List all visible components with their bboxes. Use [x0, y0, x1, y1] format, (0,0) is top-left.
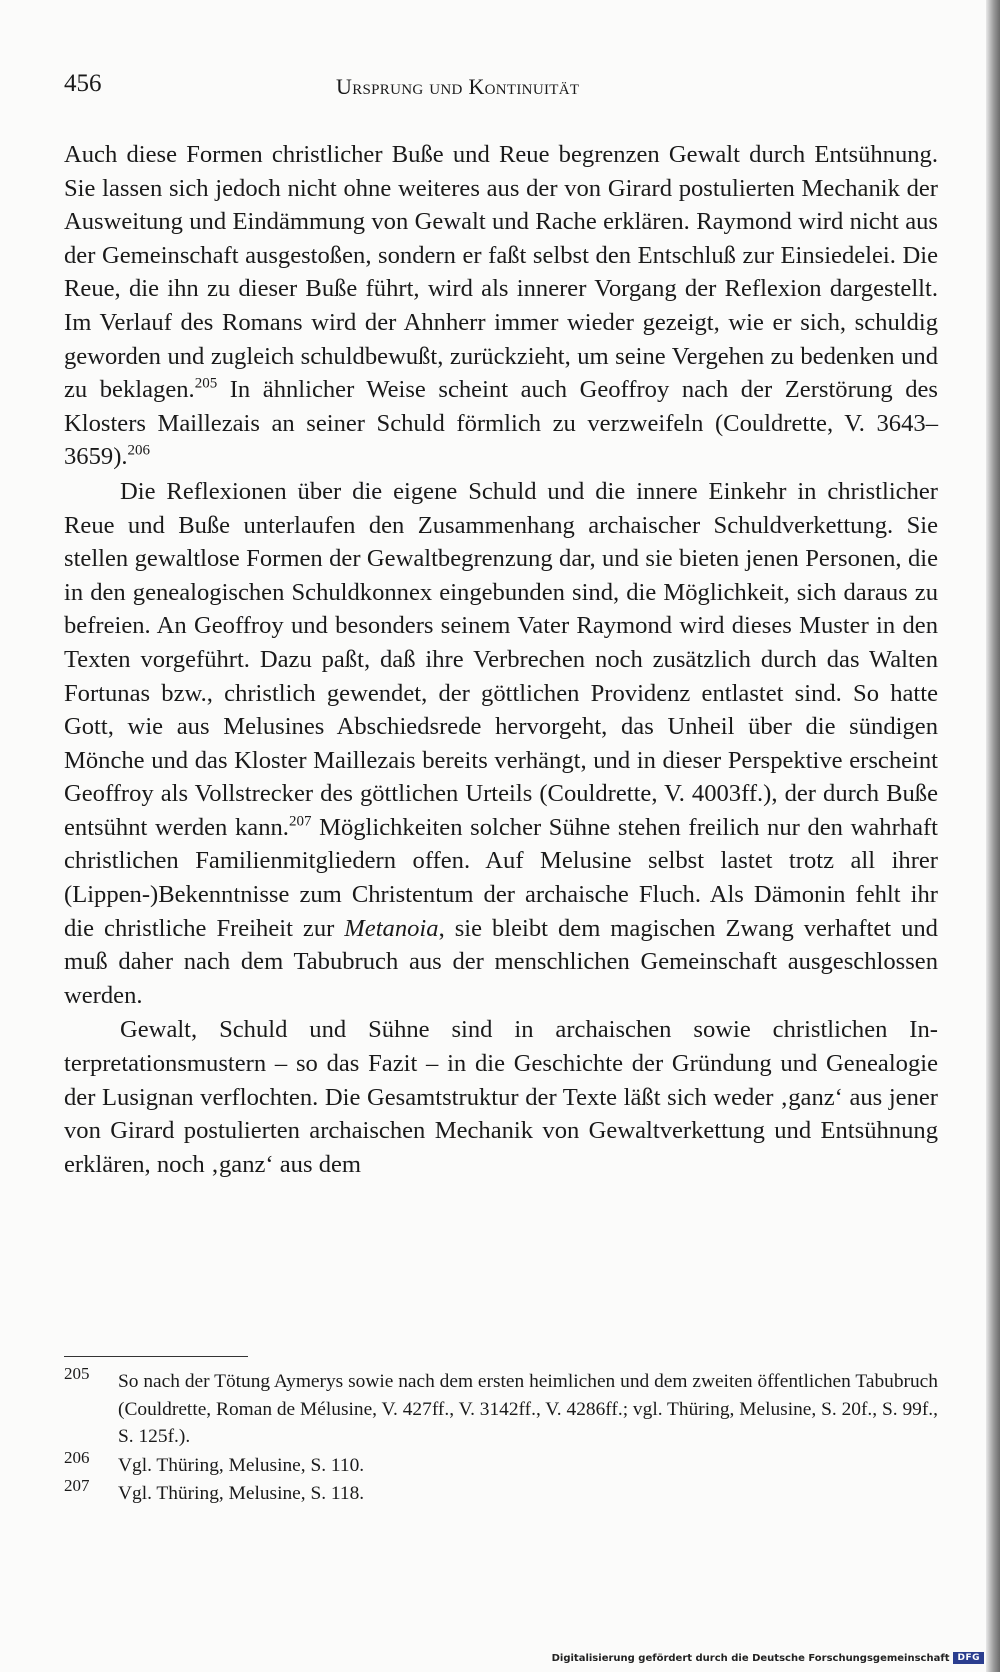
footnotes: [64, 1364, 938, 1508]
footnote-text: Vgl. Thüring, Melusine, S. 110.: [118, 1454, 365, 1476]
paragraph-2-text-a: Die Reflexionen über die eigene Schuld und die innere Einkehr in christlicher Reue und Buße unterlaufen den Zusammenhang archaischer Schuldverkettung. Sie stellen gewaltlose Formen der Gewaltbegrenzung dar, und sie bieten jenen Personen, die in den genealogischen Schuldkonnex eingebunden sind, die Möglichkeit, sich daraus zu befreien. An Geoffroy und besonders seinem Vater Raymond wird dieses Muster in den Texten vorgeführt. Dazu paßt, daß ihre Verbrechen noch zusätzlich durch das Walten Fortunas bzw., christlich gewendet, der göttlichen Providenz entlastet sind. So hatte Gott, wie aus Melusines Abschiedsrede hervorgeht, das Unheil über die sündigen Mönche und das Kloster Maillezais bereits verhängt, und in dieser Perspektive erscheint Geoffroy als Vollstrecker des göttlichen Urteils (Couldrette, V. 4003ff.), der durch Buße entsühnt werden kann.: [64, 477, 938, 841]
paragraph-2-text-c: , sie bleibt dem magischen Zwang verhaftet und muß daher nach dem Tabubruch aus der menschlichen Gemeinschaft ausgeschlossen werden.: [64, 914, 938, 1009]
paragraph-1: [64, 138, 938, 474]
footnote-text: Vgl. Thüring, Melusine, S. 118.: [118, 1483, 365, 1505]
footnote-207: [64, 1476, 938, 1508]
footnote-ref-206: 206: [127, 443, 151, 460]
page-edge-shadow: [986, 0, 1000, 1672]
page-header: [64, 70, 934, 106]
footnote-separator: [64, 1356, 248, 1357]
digitization-notice: [552, 1652, 984, 1664]
footnote-206: [64, 1447, 938, 1480]
dfg-logo-icon: DFG: [953, 1652, 984, 1664]
footnote-205: [64, 1364, 938, 1451]
body-text: [64, 138, 938, 1181]
footnote-number: 207: [64, 1476, 90, 1496]
paragraph-1-text-b: In ähnlicher Weise scheint auch Geoffroy nach der Zerstörung des Klosters Maillezais an seiner Schuld förmlich zu verzweifeln (Couldrette, V. 3643–3659).: [64, 376, 938, 471]
paragraph-2: [64, 475, 938, 1013]
footnote-number: 205: [64, 1364, 90, 1383]
running-title: Ursprung und Kontinuität: [336, 74, 580, 99]
paragraph-3: [64, 1013, 938, 1181]
italic-term: Metanoia: [344, 914, 439, 942]
footnote-ref-205: 205: [194, 375, 218, 392]
paragraph-3-text: Gewalt, Schuld und Sühne sind in archaischen sowie christlichen Interpretationsmustern – so das Fazit – in die Geschichte der Gründung und Genealogie der Lusignan verflochten. Die Gesamtstruktur der Texte läßt sich weder ‚ganz‘ aus jener von Girard postulierten archaischen Mechanik von Gewaltverkettung und Entsühnung erklären, noch ‚ganz‘ aus dem: [64, 1016, 938, 1178]
footnote-text: So nach der Tötung Aymerys sowie nach dem ersten heimlichen und dem zweiten öffentlichen Tabubruch (Couldrette, Roman de Mélusine, V. 427ff., V. 3142ff., V. 4286ff.; vgl. Thüring, Melusine, S. 20f., S. 99f., S. 125f.).: [118, 1371, 938, 1448]
digitization-text: Digitalisierung gefördert durch die Deutsche Forschungsgemeinschaft: [551, 1652, 950, 1664]
footnote-number: 206: [64, 1447, 90, 1467]
footnote-ref-207: 207: [288, 813, 312, 830]
page-number: 456: [64, 70, 102, 97]
paragraph-2-text-b: Möglichkeiten solcher Sühne stehen freilich nur den wahrhaft christlichen Familienmitgliedern offen. Auf Melusine selbst lastet trotz all ihrer (Lippen-)Bekenntnisse zum Christentum der archaische Fluch. Als Dämonin fehlt ihr die christliche Freiheit zur: [64, 813, 939, 942]
paragraph-1-text-a: Auch diese Formen christlicher Buße und Reue begrenzen Gewalt durch Entsühnung. Sie lassen sich jedoch nicht ohne weiteres aus der von Girard postulierten Mechanik der Ausweitung und Eindämmung von Gewalt und Rache erklären. Raymond wird nicht aus der Gemeinschaft ausgestoßen, sondern er faßt selbst den Entschluß zur Einsiedelei. Die Reue, die ihn zu dieser Buße führt, wird als innerer Vorgang der Reflexion dargestellt. Im Verlauf des Romans wird der Ahnherr immer wieder gezeigt, wie er sich, schuldig geworden und zugleich schuldbewußt, zurückzieht, um seine Vergehen zu bedenken und zu beklagen.: [64, 141, 938, 404]
